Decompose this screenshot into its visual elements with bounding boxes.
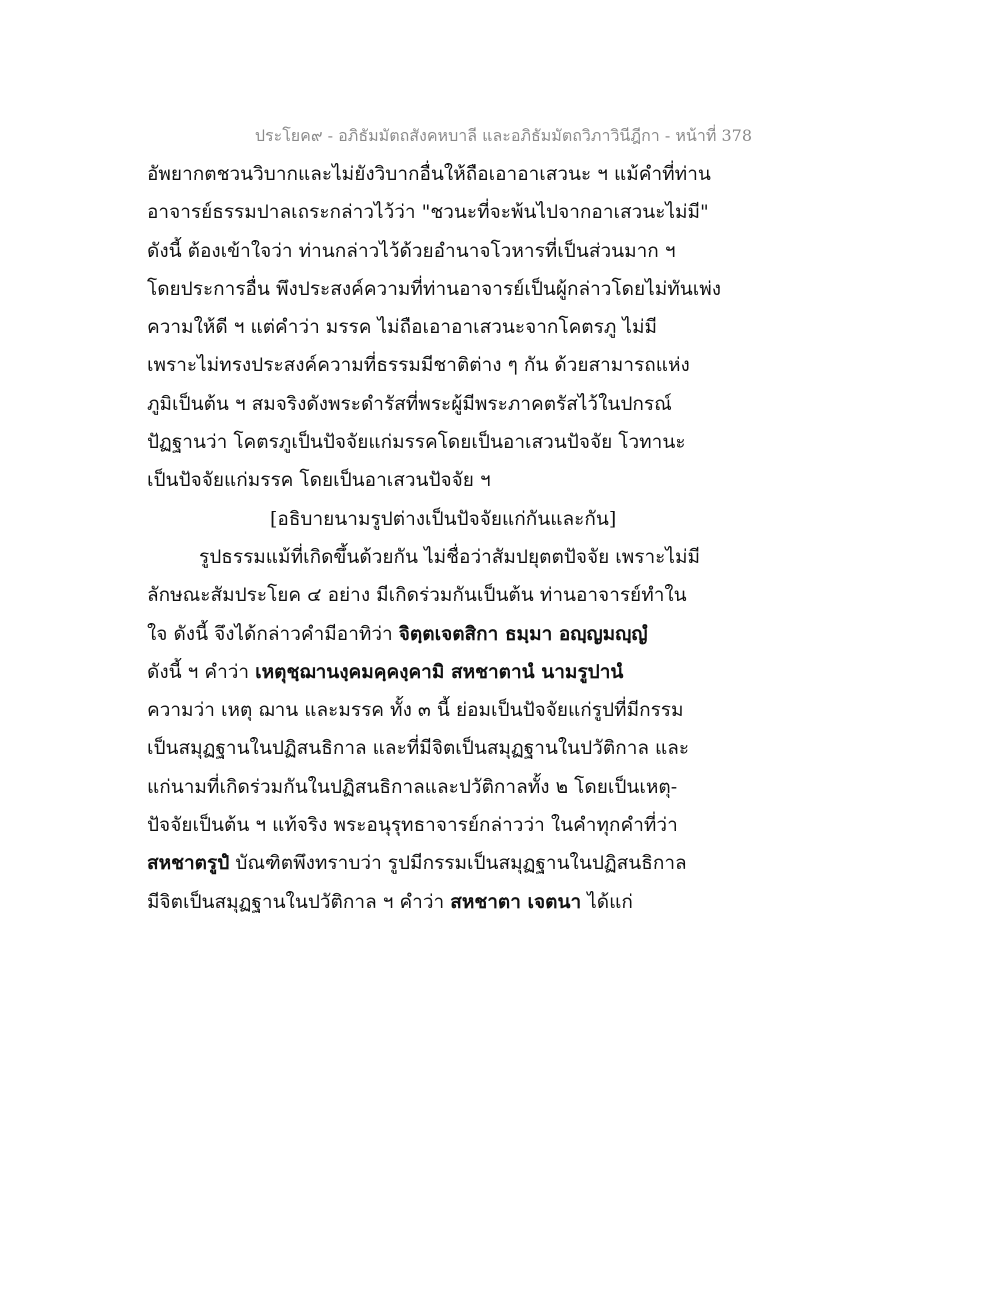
body-text bbox=[147, 155, 757, 921]
text-run: ดังนี้ ฯ คำว่า bbox=[147, 660, 256, 683]
text-line: เพราะไม่ทรงประสงค์ความที่ธรรมมีชาติต่าง ๆ กัน ด้วยสามารถแห่ง bbox=[147, 354, 690, 377]
text-line: อาจารย์ธรรมปาลเถระกล่าวไว้ว่า "ชวนะที่จะพ้นไปจากอาเสวนะไม่มี" bbox=[147, 201, 709, 224]
text-run: ใจ ดังนี้ จึงได้กล่าวคำมีอาทิว่า bbox=[147, 622, 399, 645]
pali-term: สหชาตา เจตนา bbox=[450, 890, 582, 913]
text-line: ลักษณะสัมประโยค ๔ อย่าง มีเกิดร่วมกันเป็นต้น ท่านอาจารย์ทำใน bbox=[147, 584, 687, 607]
text-line bbox=[147, 844, 757, 882]
text-run: ได้แก่ bbox=[581, 890, 633, 913]
text-line: ดังนี้ ต้องเข้าใจว่า ท่านกล่าวไว้ด้วยอำนาจโวหารที่เป็นส่วนมาก ฯ bbox=[147, 239, 676, 262]
section-heading: [อธิบายนามรูปต่างเป็นปัจจัยแก่กันและกัน] bbox=[270, 507, 617, 530]
text-line bbox=[147, 653, 757, 691]
running-header: ประโยค๙ - อภิธัมมัตถสังคหบาลี และอภิธัมมัตถวิภาวินีฎีกา - หน้าที่ 378 bbox=[254, 126, 752, 145]
text-line: เป็นสมุฏฐานในปฏิสนธิกาล และที่มีจิตเป็นสมุฏฐานในปวัติกาล และ bbox=[147, 737, 690, 760]
text-line: อัพยากตชวนวิบากและไม่ยังวิบากอื่นให้ถือเอาอาเสวนะ ฯ แม้คำที่ท่าน bbox=[147, 163, 711, 185]
text-line: ภูมิเป็นต้น ฯ สมจริงดังพระดำรัสที่พระผู้มีพระภาคตรัสไว้ในปกรณ์ bbox=[147, 392, 672, 415]
pali-term: จิตฺตเจตสิกา ธมฺมา อญฺญมญฺญํ bbox=[398, 622, 648, 645]
pali-term: เหตุชฺฌานงฺคมคฺคงฺคามิ สหชาตานํ นามรูปานํ bbox=[255, 660, 624, 683]
text-line bbox=[147, 883, 757, 921]
text-line: โดยประการอื่น พึงประสงค์ความที่ท่านอาจารย์เป็นผู้กล่าวโดยไม่ทันเพ่ง bbox=[147, 277, 722, 300]
text-line: รูปธรรมแม้ที่เกิดขึ้นด้วยกัน ไม่ชื่อว่าสัมปยุตตปัจจัย เพราะไม่มี bbox=[199, 545, 700, 568]
text-line: เป็นปัจจัยแก่มรรค โดยเป็นอาเสวนปัจจัย ฯ bbox=[147, 469, 491, 492]
text-line: ปัฏฐานว่า โคตรภูเป็นปัจจัยแก่มรรคโดยเป็นอาเสวนปัจจัย โวทานะ bbox=[147, 431, 686, 454]
text-line: ปัจจัยเป็นต้น ฯ แท้จริง พระอนุรุทธาจารย์กล่าวว่า ในคำทุกคำที่ว่า bbox=[147, 814, 678, 837]
text-line: แก่นามที่เกิดร่วมกันในปฏิสนธิกาลและปวัติกาลทั้ง ๒ โดยเป็นเหตุ- bbox=[147, 775, 678, 798]
text-line: ความให้ดี ฯ แต่คำว่า มรรค ไม่ถือเอาอาเสวนะจากโคตรภู ไม่มี bbox=[147, 316, 658, 339]
text-line: ความว่า เหตุ ฌาน และมรรค ทั้ง ๓ นี้ ย่อมเป็นปัจจัยแก่รูปที่มีกรรม bbox=[147, 699, 684, 722]
text-run: มีจิตเป็นสมุฏฐานในปวัติกาล ฯ คำว่า bbox=[147, 890, 451, 913]
pali-term: สหชาตรูปํ bbox=[147, 852, 230, 875]
text-run: บัณฑิตพึงทราบว่า รูปมีกรรมเป็นสมุฏฐานในปฏิสนธิกาล bbox=[229, 852, 687, 875]
text-line bbox=[147, 615, 757, 653]
